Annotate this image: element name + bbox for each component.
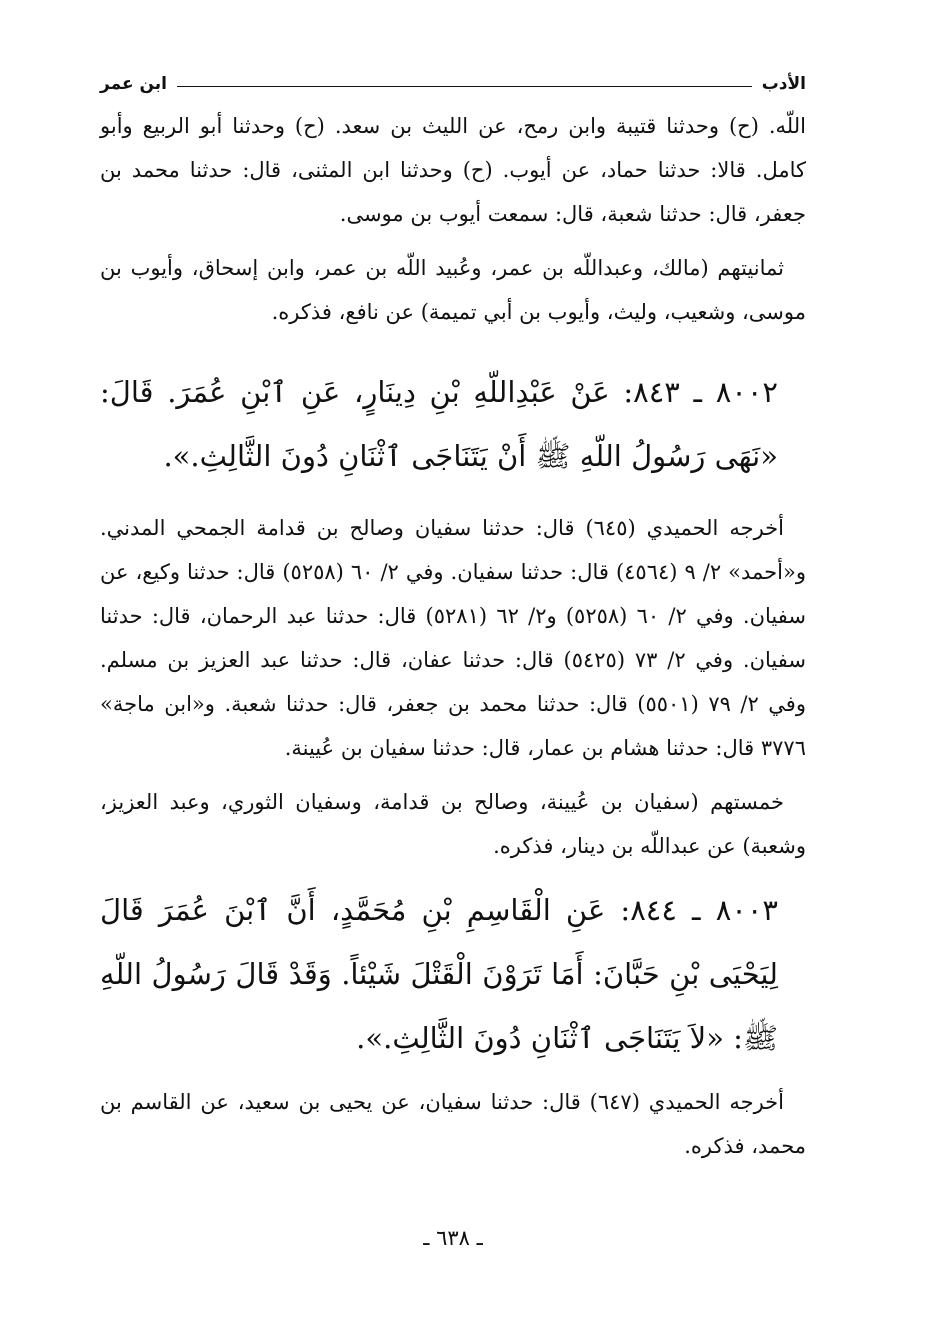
chain-continuation-paragraph: اللّه. (ح) وحدثنا قتيبة وابن رمح، عن الليث بن سعد. (ح) وحدثنا أبو الربيع وأبو كامل. قالا: حدثنا حماد، عن أيوب. (ح) وحدثنا ابن المثنى، قال: حدثنا محمد بن جعفر، قال: حدثنا شعبة، قال: سمعت أيوب بن موسى. xyxy=(100,114,806,226)
narrators-summary-paragraph-8002: خمستهم (سفيان بن عُيينة، وصالح بن قدامة، وسفيان الثوري، وعبد العزيز، وشعبة) عن عبداللّه بن دينار، فذكره. xyxy=(100,790,806,858)
header-narrator-name: ابن عمر xyxy=(100,74,168,94)
takhrij-paragraph-8002: أخرجه الحميدي (٦٤٥) قال: حدثنا سفيان وصالح بن قدامة الجمحي المدني. و«أحمد» ٢/ ٩ (٤٥٦٤) قال: حدثنا سفيان. وفي ٢/ ٦٠ (٥٢٥٨) قال: حدثنا وكيع، عن سفيان. وفي ٢/ ٦٠ (٥٢٥٨) و٢/ ٦٢ (٥٢٨١) قال: حدثنا عبد الرحمان، قال: حدثنا سفيان. وفي ٢/ ٧٣ (٥٤٢٥) قال: حدثنا عفان، قال: حدثنا عبد العزيز بن مسلم. وفي ٢/ ٧٩ (٥٥٠١) قال: حدثنا محمد بن جعفر، قال: حدثنا شعبة. و«ابن ماجة» ٣٧٧٦ قال: حدثنا هشام بن عمار، قال: حدثنا سفيان بن عُيينة. xyxy=(100,516,806,760)
narrators-summary-paragraph: ثمانيتهم (مالك، وعبداللّه بن عمر، وعُبيد اللّه بن عمر، وابن إسحاق، وأيوب بن موسى، وشعيب، وليث، وأيوب بن أبي تميمة) عن نافع، فذكره. xyxy=(100,256,806,324)
hadith-8003: ٨٠٠٣ ـ ٨٤٤: عَنِ الْقَاسِمِ بْنِ مُحَمَّدٍ، أَنَّ ٱبْنَ عُمَرَ قَالَ لِيَحْيَى بْنِ حَبَّانَ: أَمَا تَرَوْنَ الْقَتْلَ شَيْئاً. وَقَدْ قَالَ رَسُولُ اللّهِ ﷺ: «لاَ يَتَنَاجَى ٱثْنَانِ دُونَ الثَّالِثِ.». xyxy=(100,893,778,1055)
takhrij-paragraph-8003: أخرجه الحميدي (٦٤٧) قال: حدثنا سفيان، عن يحيى بن سعيد، عن القاسم بن محمد، فذكره. xyxy=(100,1090,806,1158)
book-page xyxy=(100,70,806,1250)
hadith-8002: ٨٠٠٢ ـ ٨٤٣: عَنْ عَبْدِاللّهِ بْنِ دِينَارٍ، عَنِ ٱبْنِ عُمَرَ. قَالَ: «نَهَى رَسُولُ اللّهِ ﷺ أَنْ يَتَنَاجَى ٱثْنَانِ دُونَ الثَّالِثِ.». xyxy=(100,375,778,473)
header-section-title: الأدب xyxy=(761,74,806,94)
header-rule xyxy=(177,86,752,87)
page-number: ـ ٦٣٨ ـ xyxy=(423,1226,483,1250)
running-header xyxy=(100,70,806,98)
